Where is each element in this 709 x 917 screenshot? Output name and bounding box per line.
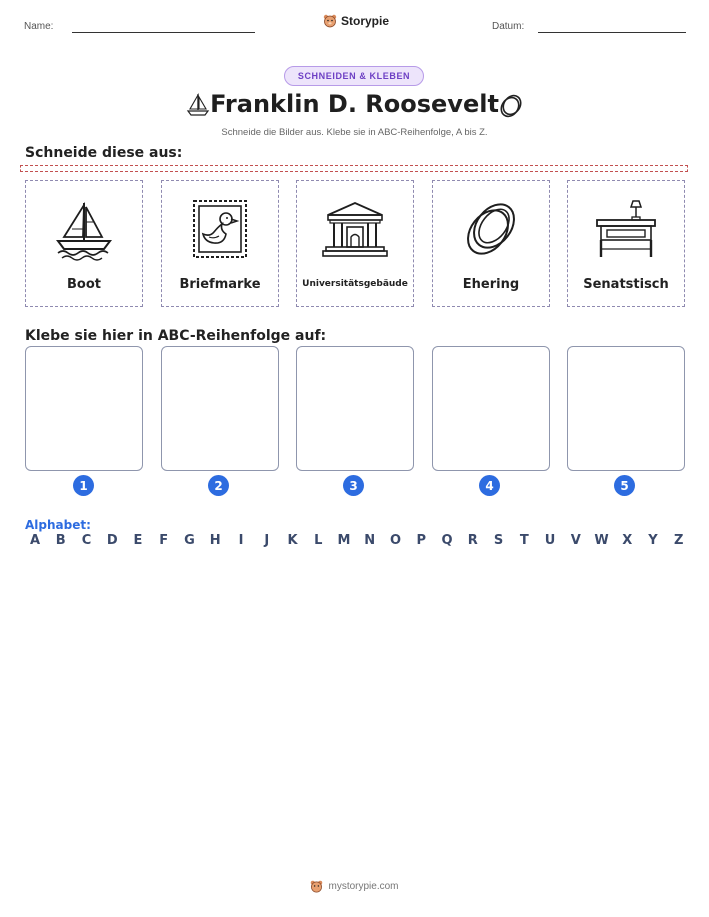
storypie-logo	[323, 14, 389, 28]
alphabet-letter: Y	[648, 533, 658, 548]
paste-slot-2[interactable]	[161, 346, 279, 471]
alphabet-letter: M	[337, 533, 351, 548]
alphabet-letter: Q	[441, 533, 453, 548]
alphabet-letter: I	[238, 533, 244, 548]
paste-slot-4[interactable]	[432, 346, 550, 471]
alphabet-letter: T	[519, 533, 529, 548]
activity-badge: SCHNEIDEN & KLEBEN	[284, 66, 424, 86]
alphabet-letter: K	[287, 533, 298, 548]
slot-number-badge: 4	[479, 475, 500, 496]
slot-number-badge: 1	[73, 475, 94, 496]
alphabet-letter: F	[159, 533, 169, 548]
paste-slot-5[interactable]	[567, 346, 685, 471]
alphabet-letter: D	[106, 533, 118, 548]
slot-number-badge: 3	[343, 475, 364, 496]
card-label: Senatstisch	[583, 277, 669, 292]
cut-card-ehering[interactable]	[432, 180, 550, 307]
paste-slot-1[interactable]	[25, 346, 143, 471]
alphabet-letter: J	[264, 533, 270, 548]
alphabet-letter: B	[55, 533, 66, 548]
storypie-bear-icon	[310, 880, 323, 893]
alphabet-letter: R	[467, 533, 478, 548]
footer-link[interactable]: mystorypie.com	[328, 881, 399, 892]
paste-section-title: Klebe sie hier in ABC-Reihenfolge auf:	[25, 328, 327, 344]
card-label: Briefmarke	[179, 277, 261, 292]
cut-section-title: Schneide diese aus:	[25, 145, 183, 161]
senate-desk-icon	[591, 197, 661, 261]
alphabet-letter: O	[389, 533, 402, 548]
date-field[interactable]	[538, 32, 686, 33]
alphabet-letter: X	[622, 533, 633, 548]
university-building-icon	[320, 197, 390, 261]
logo-text: Storypie	[341, 14, 390, 28]
cut-line	[20, 165, 688, 172]
alphabet-title: Alphabet:	[25, 518, 91, 532]
alphabet-letter: G	[184, 533, 195, 548]
alphabet-letter: V	[570, 533, 581, 548]
alphabet-letter: W	[594, 533, 609, 548]
cut-card-boot[interactable]	[25, 180, 143, 307]
alphabet-letter: H	[209, 533, 221, 548]
duck-stamp-icon	[188, 197, 252, 261]
slot-number-badge: 5	[614, 475, 635, 496]
alphabet-letter: U	[544, 533, 556, 548]
cut-card-universitaetsgebaeude[interactable]	[296, 180, 414, 307]
alphabet-row	[27, 533, 687, 548]
title-ring-icon	[497, 92, 525, 120]
page-title: Franklin D. Roosevelt	[210, 90, 499, 118]
alphabet-letter: C	[81, 533, 92, 548]
alphabet-letter: A	[29, 533, 41, 548]
alphabet-letter: Z	[674, 533, 684, 548]
alphabet-letter: S	[493, 533, 504, 548]
cut-card-briefmarke[interactable]	[161, 180, 279, 307]
card-label: Universitätsgebäude	[302, 279, 408, 289]
sailboat-icon	[52, 197, 116, 261]
wedding-ring-icon	[459, 197, 523, 261]
card-label: Boot	[67, 277, 101, 292]
paste-slot-3[interactable]	[296, 346, 414, 471]
alphabet-letter: P	[416, 533, 427, 548]
alphabet-letter: E	[133, 533, 143, 548]
alphabet-letter: L	[314, 533, 323, 548]
instructions: Schneide die Bilder aus. Klebe sie in ABC-Reihenfolge, A bis Z.	[221, 127, 488, 138]
cut-card-senatstisch[interactable]	[567, 180, 685, 307]
alphabet-letter: N	[364, 533, 376, 548]
footer	[0, 880, 709, 893]
name-label: Name:	[24, 21, 54, 32]
storypie-bear-icon	[323, 14, 337, 28]
name-field[interactable]	[72, 32, 255, 33]
date-label: Datum:	[492, 21, 525, 32]
card-label: Ehering	[462, 277, 520, 292]
slot-number-badge: 2	[208, 475, 229, 496]
